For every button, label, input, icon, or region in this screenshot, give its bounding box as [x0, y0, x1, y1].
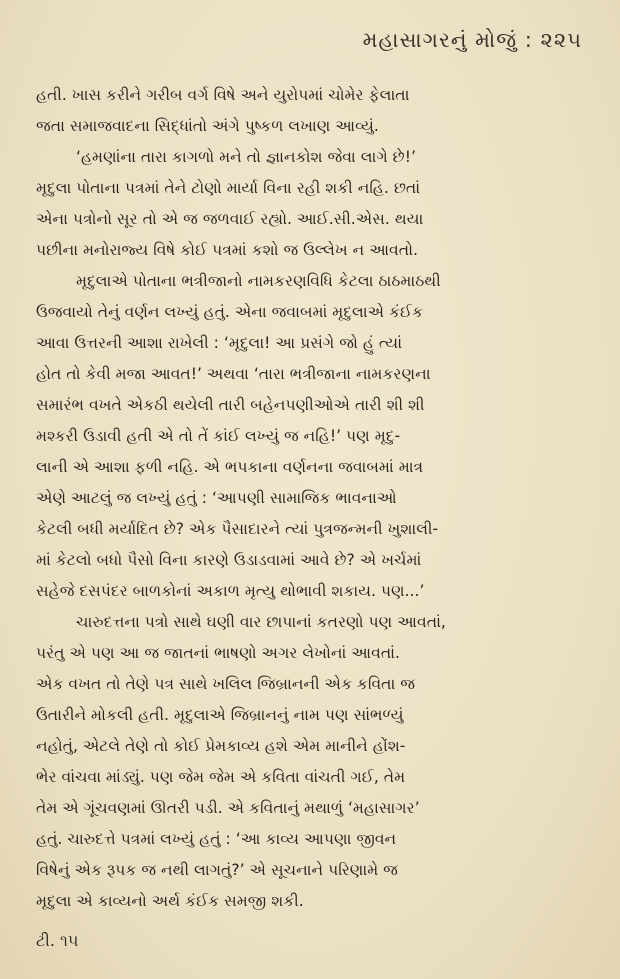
text-line: ‘હમણાંના તારા કાગળો મને તો જ્ઞાનકોશ જેવા લાગે છે!’ — [76, 148, 416, 166]
text-line: હતું. ચારુદત્તે પત્રમાં લખ્યું હતું : ‘આ કાવ્ય આપણા જીવન — [36, 830, 397, 848]
text-line: સહેજે દસપંદર બાળકોનાં અકાળ મૃત્યુ થોભાવી શકાય. પણ...’ — [36, 582, 425, 600]
text-line: માં કેટલો બધો પૈસો વિના કારણે ઉડાડવામાં આવે છે? એ ખર્ચમાં — [36, 551, 422, 569]
signature-mark: ટી. ૧૫ — [36, 931, 79, 950]
text-line: હતી. ખાસ કરીને ગરીબ વર્ગ વિષે અને યુરોપમાં ચોમેર ફેલાતા — [36, 86, 410, 104]
text-line: મશ્કરી ઉડાવી હતી એ તો તેં કાંઈ લખ્યું જ નહિ!’ પણ મૃદુ- — [36, 427, 401, 445]
text-line: હોત તો કેવી મજા આવત!’ અથવા ‘તારા ભત્રીજાના નામકરણના — [36, 365, 431, 383]
text-line: આવા ઉત્તરની આશા રાખેલી : ‘મૃદુલા! આ પ્રસંગે જો હું ત્યાં — [36, 334, 403, 352]
text-line: પરંતુ એ પણ આ જ જાતનાં ભાષણો અગર લેખોનાં આવતાં. — [36, 644, 400, 662]
text-line: પછીના મનોરાજ્ય વિષે કોઈ પત્રમાં કશો જ ઉલ્લેખ ન આવતો. — [36, 241, 418, 259]
text-line: મૃદુલા એ કાવ્યનો અર્થ કંઈક સમજી શકી. — [36, 892, 304, 910]
text-line: એણે આટલું જ લખ્યું હતું : ‘આપણી સામાજિક ભાવનાઓ — [36, 489, 397, 507]
text-line: લાની એ આશા ફળી નહિ. એ ભપકાના વર્ણનના જવાબમાં માત્ર — [36, 458, 424, 476]
text-line: વિષેનું એક રૂપક જ નથી લાગતું?’ એ સૂચનાને પરિણામે જ — [36, 861, 398, 879]
text-line: ઉતારીને મોકલી હતી. મૃદુલાએ જિબ્રાનનું નામ પણ સાંભળ્યું — [36, 706, 404, 724]
text-line: કેટલી બધી મર્યાદિત છે? એક પૈસાદારને ત્યાં પુત્રજન્મની ખુશાલી- — [36, 520, 439, 538]
paragraph-2 — [36, 142, 586, 266]
text-line: ચારુદત્તના પત્રો સાથે ઘણી વાર છાપાનાં કતરણો પણ આવતાં, — [76, 613, 446, 631]
text-line: નહોતું, એટલે તેણે તો કોઈ પ્રેમકાવ્ય હશે એમ માનીને હોંશ- — [36, 737, 406, 755]
paragraph-1 — [36, 80, 586, 142]
text-line: મૃદુલાએ પોતાના ભત્રીજાનો નામકરણવિધિ કેટલા ઠાઠમાઠથી — [76, 272, 441, 290]
paragraph-4 — [36, 607, 586, 917]
text-line: ઉજવાયો તેનું વર્ણન લખ્યું હતું. એના જવાબમાં મૃદુલાએ કંઈક — [36, 303, 424, 321]
text-line: એક વખત તો તેણે પત્ર સાથે ખલિલ જિબ્રાનની એક કવિતા જ — [36, 675, 416, 693]
text-line: મૃદુલા પોતાના પત્રમાં તેને ટોણો માર્યા વિના રહી શકી નહિ. છતાં — [36, 179, 421, 197]
text-line: જતા સમાજવાદના સિદ્ધાંતો અંગે પુષ્કળ લખાણ આવ્યું. — [36, 117, 379, 135]
running-header: મહાસાગરનું મોજું : ૨૨૫ — [362, 28, 582, 52]
paragraph-3 — [36, 266, 586, 607]
body-text — [36, 80, 586, 917]
text-line: ભેર વાંચવા માંડ્યું. પણ જેમ જેમ એ કવિતા વાંચતી ગઈ, તેમ — [36, 768, 406, 786]
text-line: સમારંભ વખતે એકઠી થયેલી તારી બહેનપણીઓએ તારી શી શી — [36, 396, 425, 414]
text-line: તેમ એ ગૂંચવણમાં ઊતરી પડી. એ કવિતાનું મથાળું ‘મહાસાગર’ — [36, 799, 420, 817]
text-line: એના પત્રોનો સૂર તો એ જ જળવાઈ રહ્યો. આઈ.સી.એસ. થયા — [36, 210, 424, 228]
